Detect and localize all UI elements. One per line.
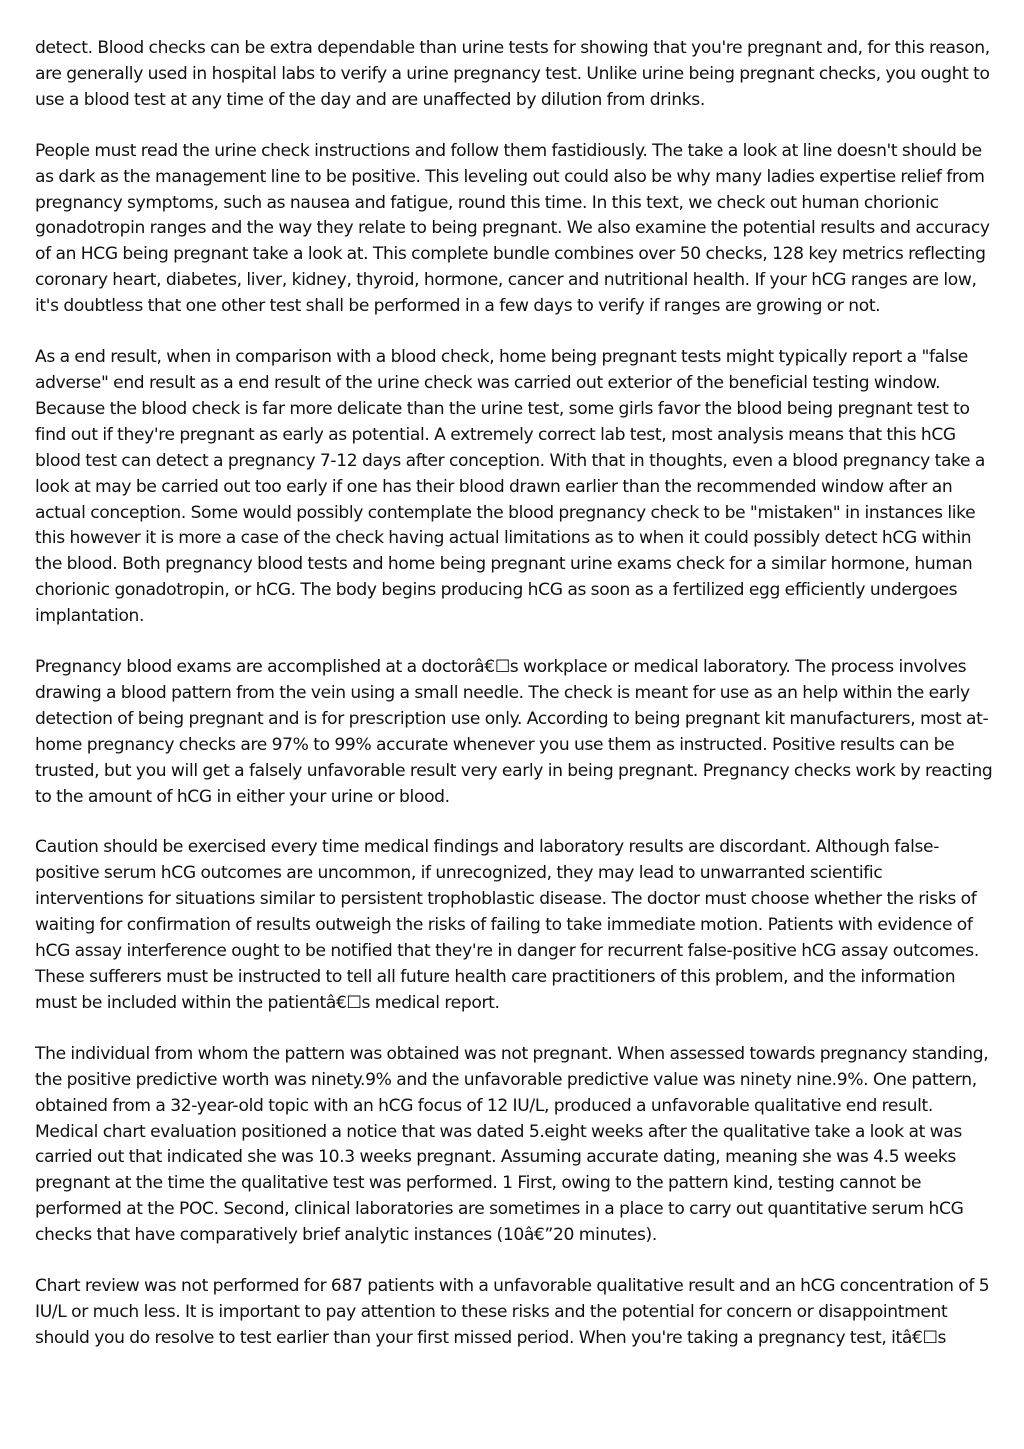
article-body bbox=[35, 36, 995, 1377]
paragraph-urine-instructions: People must read the urine check instructions and follow them fastidiously. The take a look at line doesn't should be as dark as the management line to be positive. This leveling out could also be why many ladies expertise relief from pregnancy symptoms, such as nausea and fatigue, round this time. In this text, we check out human chorionic gonadotropin ranges and the way they relate to being pregnant. We also examine the potential results and accuracy of an HCG being pregnant take a look at. This complete bundle combines over 50 checks, 128 key metrics reflecting coronary heart, diabetes, liver, kidney, thyroid, hormone, cancer and nutritional health. If your hCG ranges are low, it's doubtless that one other test shall be performed in a few days to verify if ranges are growing or not. bbox=[35, 140, 990, 317]
paragraph-caution: Caution should be exercised every time medical findings and laboratory results are discordant. Although false-positive serum hCG outcomes are uncommon, if unrecognized, they may lead to unwarranted scientific interventions for situations similar to persistent trophoblastic disease. The doctor must choose whether the risks of waiting for confirmation of results outweigh the risks of failing to take immediate motion. Patients with evidence of hCG assay interference ought to be notified that they're in danger for recurrent false-positive hCG assay outcomes. These sufferers must be instructed to tell all future health care practitioners of this problem, and the information must be included within the patientâ€☐s medical report. bbox=[35, 837, 979, 1013]
paragraph-chart-review: Chart review was not performed for 687 patients with a unfavorable qualitative result and an hCG concentration of 5 IU/L or much less. It is important to pay attention to these risks and the potential for concern or disappointment should you do resolve to test earlier than your first missed period. When you're taking a pregnancy test, itâ€☐s bbox=[35, 1276, 990, 1348]
paragraph-predictive-value: The individual from whom the pattern was obtained was not pregnant. When assessed towards pregnancy standing, the positive predictive worth was ninety.9% and the unfavorable predictive value was ninety nine.9%. One pattern, obtained from a 32-year-old topic with an hCG focus of 12 IU/L, produced a unfavorable qualitative end result. Medical chart evaluation positioned a notice that was dated 5.eight weeks after the qualitative take a look at was carried out that indicated she was 10.3 weeks pregnant. Assuming accurate dating, meaning she was 4.5 weeks pregnant at the time the qualitative test was performed. 1 First, owing to the pattern kind, testing cannot be performed at the POC. Second, clinical laboratories are sometimes in a place to carry out quantitative serum hCG checks that have comparatively brief analytic instances (10â€”20 minutes). bbox=[35, 1043, 989, 1246]
paragraph-blood-vs-urine: detect. Blood checks can be extra dependable than urine tests for showing that you're pregnant and, for this reason, are generally used in hospital labs to verify a urine pregnancy test. Unlike urine being pregnant checks, you ought to use a blood test at any time of the day and are unaffected by dilution from drinks. bbox=[35, 38, 990, 110]
paragraph-blood-exams: Pregnancy blood exams are accomplished at a doctorâ€☐s workplace or medical laboratory. The process involves drawing a blood pattern from the vein using a small needle. The check is meant for use as an help within the early detection of being pregnant and is for prescription use only. According to being pregnant kit manufacturers, most at-home pregnancy checks are 97% to 99% accurate whenever you use them as instructed. Positive results can be trusted, but you will get a falsely unfavorable result very early in being pregnant. Pregnancy checks work by reacting to the amount of hCG in either your urine or blood. bbox=[35, 657, 993, 807]
paragraph-false-negative: As a end result, when in comparison with a blood check, home being pregnant tests might typically report a "false adverse" end result as a end result of the urine check was carried out exterior of the beneficial testing window. Because the blood check is far more delicate than the urine test, some girls favor the blood being pregnant test to find out if they're pregnant as early as potential. A extremely correct lab test, most analysis means that this hCG blood test can detect a pregnancy 7-12 days after conception. With that in thoughts, even a blood pregnancy take a look at may be carried out too early if one has their blood drawn earlier than the recommended window after an actual conception. Some would possibly contemplate the blood pregnancy check to be "mistaken" in instances like this however it is more a case of the check having actual limitations as to when it could possibly detect hCG within the blood. Both pregnancy blood tests and home being pregnant urine exams check for a similar hormone, human chorionic gonadotropin, or hCG. The body begins producing hCG as soon as a fertilized egg efficiently undergoes implantation. bbox=[35, 347, 986, 627]
